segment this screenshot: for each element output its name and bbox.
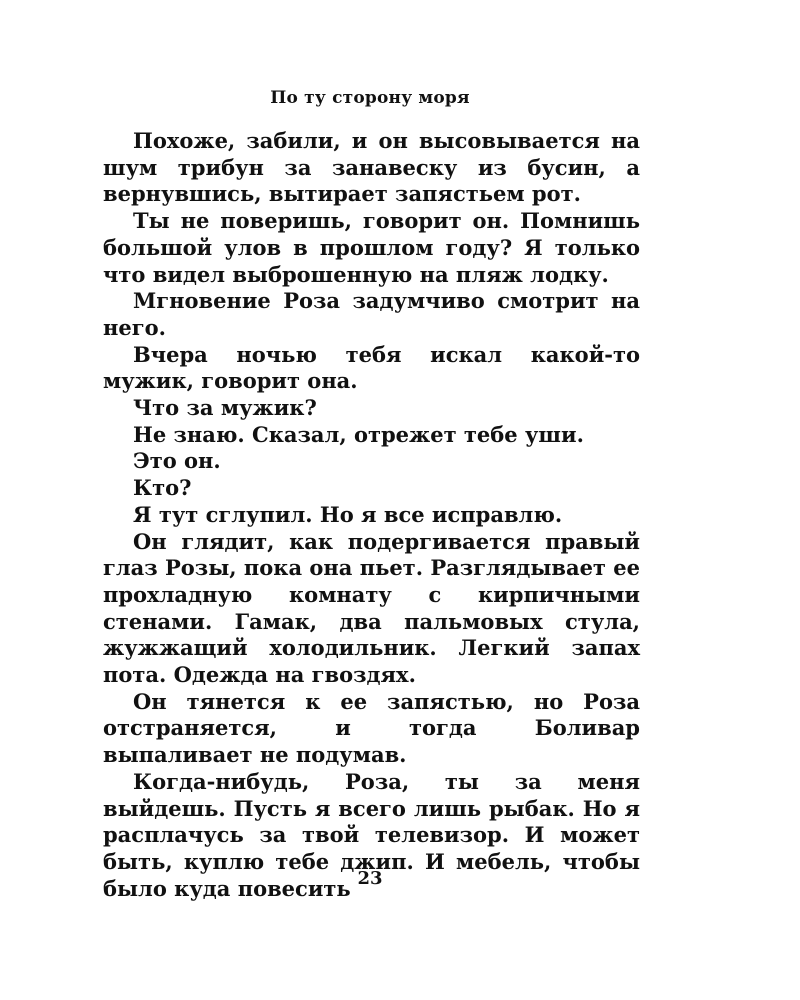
paragraph: Когда-нибудь, Роза, ты за меня выйдешь. Пусть я всего лишь рыбак. Но я расплачусь за твой телевизор. И может быть, куплю тебе джип. И мебель, чтобы было куда повесить	[103, 768, 640, 901]
paragraph: Ты не поверишь, говорит он. Помнишь большой улов в прошлом году? Я только что видел выброшенную на пляж лодку.	[103, 208, 640, 287]
body-text	[103, 128, 640, 902]
paragraph: Что за мужик?	[133, 395, 317, 421]
paragraph: Он тянется к ее запястью, но Роза отстраняется, и тогда Боливар выпаливает не подумав.	[103, 688, 640, 768]
paragraph: Это он.	[133, 448, 221, 474]
running-header: По ту сторону моря	[270, 88, 470, 108]
paragraph: Не знаю. Сказал, отрежет тебе уши.	[133, 421, 584, 447]
paragraph: Мгновение Роза задумчиво смотрит на него.	[103, 288, 640, 340]
page-number: 23	[357, 868, 383, 889]
paragraph: Похоже, забили, и он высовывается на шум трибун за занавеску из бусин, а вернувшись, вытирает запястьем рот.	[103, 128, 640, 207]
paragraph: Кто?	[133, 475, 192, 501]
paragraph: Вчера ночью тебя искал какой-то мужик, говорит она.	[103, 341, 640, 394]
paragraph: Я тут сглупил. Но я все исправлю.	[133, 501, 563, 527]
paragraph: Он глядит, как подергивается правый глаз Розы, пока она пьет. Разглядывает ее прохладную комнату с кирпичными стенами. Гамак, два пальмовых стула, жужжащий холодильник. Легкий запах пота. Одежда на гвоздях.	[103, 528, 640, 688]
